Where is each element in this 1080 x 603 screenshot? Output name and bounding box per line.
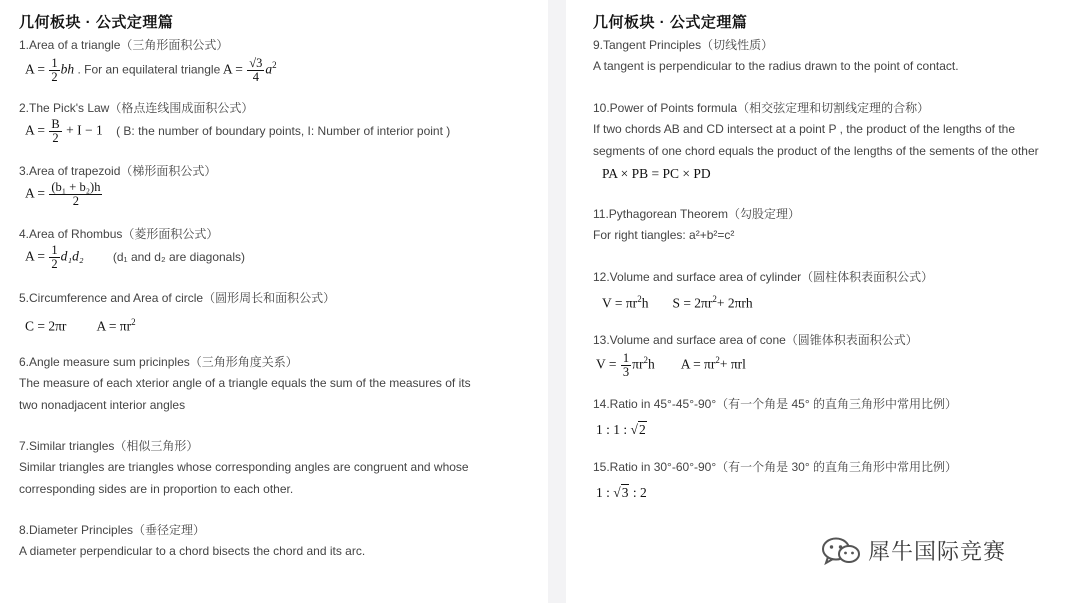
body-line: For right tiangles: a²+b²=c²: [593, 228, 735, 242]
formula: [25, 244, 245, 271]
section-heading: 12.Volume and surface area of cylinder（圆柱体积表面积公式）: [593, 270, 934, 284]
exponent: 2: [272, 60, 277, 70]
body-line: The measure of each xterior angle of a triangle equals the sum of the measures of its: [19, 376, 471, 390]
section-diameter: [19, 522, 365, 563]
formula-note: (d₁ and d₂ are diagonals): [112, 249, 246, 264]
section-heading: 7.Similar triangles（相似三角形）: [19, 439, 199, 453]
section-heading: 8.Diameter Principles（垂径定理）: [19, 523, 206, 537]
fraction: $\frac{1}{2}$: [51, 243, 58, 272]
section-cone: [593, 332, 918, 379]
radicand: 3: [621, 485, 629, 500]
section-rhombus-area: [19, 226, 245, 271]
formula-lhs: A =: [25, 248, 45, 264]
right-page: [566, 0, 1080, 603]
body-line: two nonadjacent interior angles: [19, 397, 186, 412]
section-similar-triangles: [19, 438, 469, 500]
fraction: $\frac{1}{2}$: [51, 55, 58, 84]
body-line: A tangent is perpendicular to the radius drawn to the point of contact.: [593, 59, 959, 73]
formula: [25, 312, 335, 337]
exponent: 2: [715, 355, 720, 365]
fraction: $\frac{B}{2}$: [51, 117, 60, 146]
surface-formula: S = 2πr: [672, 295, 713, 311]
section-heading: 15.Ratio in 30°-60°-90°（有一个角是 30° 的直角三角形中常用比例）: [593, 460, 957, 474]
exponent: 2: [712, 294, 717, 304]
section-triangle-area: [19, 37, 277, 84]
radicand: 2: [638, 422, 646, 437]
volume-formula: V = πr: [602, 295, 638, 311]
section-heading: 11.Pythagorean Theorem（勾股定理）: [593, 207, 800, 221]
section-tangent: [593, 37, 959, 78]
formula-rest: + I − 1: [66, 122, 103, 138]
fraction: $\frac{\text{(b₁ + b₂)h}}{2}$: [51, 180, 101, 209]
section-heading: 1.Area of a triangle（三角形面积公式）: [19, 38, 229, 52]
volume-formula: V =: [596, 356, 617, 372]
body-line: A diameter perpendicular to a chord bisects the chord and its arc.: [19, 544, 366, 558]
watermark-text: 犀牛国际竞赛: [868, 540, 1007, 565]
circumference-formula: C = 2πr: [25, 318, 67, 334]
formula-var: d₁d₂: [60, 248, 84, 264]
exponent: 2: [131, 317, 136, 327]
section-heading: 10.Power of Points formula（相交弦定理和切割线定理的合称）: [593, 101, 930, 115]
surface-formula: A = πr: [680, 356, 716, 372]
formula: [25, 181, 216, 208]
wechat-icon: [820, 536, 862, 566]
section-heading: 6.Angle measure sum pricinples（三角形角度关系）: [19, 355, 298, 369]
fraction: $\frac{1}{3}$: [622, 350, 630, 379]
section-pythagorean: [593, 206, 800, 247]
formula: $V = \pi r^2h$ $S = 2\pi r^2+ 2\pi rh$: [602, 294, 753, 311]
formula-lhs: A =: [25, 61, 45, 77]
section-ratio-30: [593, 459, 957, 503]
formula: V = $\frac{1}{3}$ $\pi r^2h$ $A = \pi r^2+ \pi rl$: [596, 350, 746, 379]
formula: [25, 55, 277, 84]
formula-lhs: A =: [25, 185, 45, 201]
fraction: $\frac{√3}{4}$: [249, 55, 263, 84]
section-heading: 14.Ratio in 45°-45°-90°（有一个角是 45° 的直角三角形中常用比例）: [593, 397, 957, 411]
exponent: 2: [637, 294, 642, 304]
section-angle-sum: [19, 354, 471, 416]
body-line: corresponding sides are in proportion to each other.: [19, 481, 294, 496]
section-heading: 4.Area of Rhombus（菱形面积公式）: [19, 227, 219, 241]
body-line: segments of one chord equals the product of the lengths of the sements of the other: [593, 143, 1039, 158]
section-trapezoid-area: [19, 163, 216, 208]
watermark: [820, 535, 1006, 566]
page-title: 几何板块 · 公式定理篇: [593, 14, 748, 31]
body-line: If two chords AB and CD intersect at a point P , the product of the lengths of the: [593, 122, 1016, 136]
area-formula: A = πr: [96, 318, 132, 334]
section-ratio-45: [593, 396, 957, 440]
formula: PA × PB = PC × PD: [602, 166, 711, 181]
exponent: 2: [643, 355, 648, 365]
section-power-of-points: [593, 100, 1039, 184]
section-heading: 9.Tangent Principles（切线性质）: [593, 38, 774, 52]
section-cylinder: [593, 269, 933, 314]
formula: [25, 118, 450, 145]
section-circle: [19, 290, 335, 337]
formula-note: . For an equilateral triangle: [77, 62, 221, 77]
formula-var: bh: [60, 61, 75, 77]
formula-lhs: A =: [25, 122, 45, 138]
section-heading: 3.Area of trapezoid（梯形面积公式）: [19, 164, 217, 178]
formula: 1 : 1 : √2: [596, 422, 646, 437]
section-heading: 5.Circumference and Area of circle（圆形周长和面积公式）: [19, 291, 336, 305]
section-heading: 13.Volume and surface area of cone（圆锥体积表面积公式）: [593, 333, 918, 347]
formula-var: a: [265, 61, 273, 77]
body-line: Similar triangles are triangles whose corresponding angles are congruent and whose: [19, 460, 469, 474]
formula: 1 : √3 : 2: [596, 485, 647, 500]
formula-note: ( B: the number of boundary points, I: Number of interior point ): [116, 123, 451, 138]
section-picks-law: [19, 100, 450, 145]
section-heading: 2.The Pick's Law（格点连线围成面积公式）: [19, 101, 254, 115]
page-title: 几何板块 · 公式定理篇: [19, 14, 174, 31]
formula-lhs: A =: [222, 61, 243, 77]
